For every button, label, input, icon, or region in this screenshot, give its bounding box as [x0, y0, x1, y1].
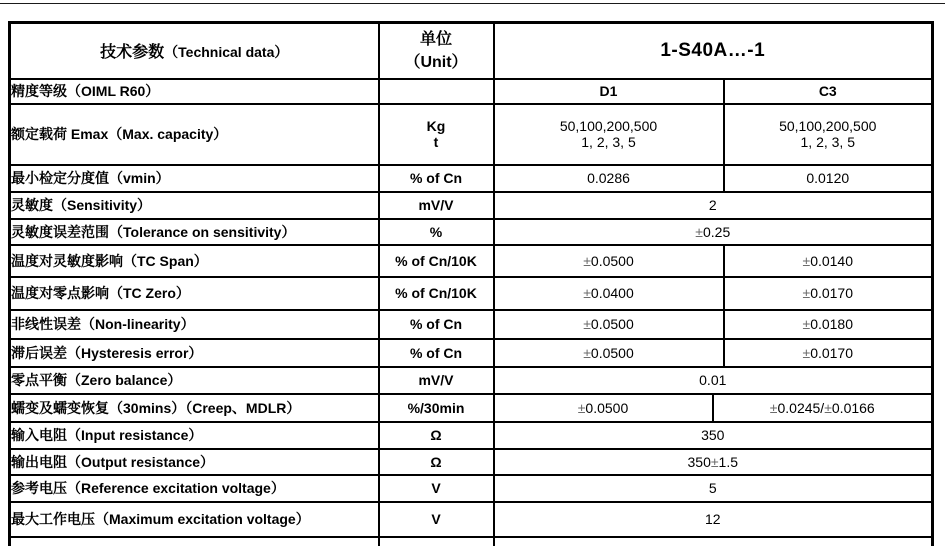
- creep-c3-cell: ±0.0245/±0.0166: [713, 394, 933, 422]
- row-accuracy-class: [10, 79, 933, 104]
- accuracy-d1-cell: D1: [494, 79, 724, 104]
- non-linearity-unit-cell: % of Cn: [379, 310, 494, 339]
- row-clipped-partial: [10, 537, 933, 546]
- tc-zero-d1-cell: ±0.0400: [494, 277, 724, 310]
- row-max-voltage: [10, 502, 933, 537]
- row-tc-span: [10, 245, 933, 277]
- header-unit-cell: [379, 23, 494, 79]
- row-label-input-resistance: 输入电阻（Input resistance）: [10, 422, 379, 449]
- output-resistance-value-cell: 350±1.5: [494, 449, 933, 475]
- vmin-unit-cell: % of Cn: [379, 165, 494, 192]
- creep-d1-cell: ±0.0500: [494, 394, 713, 422]
- zero-balance-unit-cell: mV/V: [379, 367, 494, 394]
- row-tc-zero: [10, 277, 933, 310]
- reference-voltage-unit-cell: V: [379, 475, 494, 502]
- capacity-c3-kg: 50,100,200,500: [779, 118, 877, 134]
- capacity-d1-t: 1, 2, 3, 5: [581, 134, 636, 150]
- capacity-d1-cell: [494, 104, 724, 165]
- max-voltage-unit-cell: V: [379, 502, 494, 537]
- accuracy-unit-cell: [379, 79, 494, 104]
- row-label-max-voltage: 最大工作电压（Maximum excitation voltage）: [10, 502, 379, 537]
- row-label-reference-voltage: 参考电压（Reference excitation voltage）: [10, 475, 379, 502]
- non-linearity-c3-cell: ±0.0180: [724, 310, 933, 339]
- capacity-unit-cell: [379, 104, 494, 165]
- row-label-non-linearity: 非线性误差（Non-linearity）: [10, 310, 379, 339]
- header-unit-line1: 单位: [419, 30, 452, 48]
- tc-span-unit-cell: % of Cn/10K: [379, 245, 494, 277]
- accuracy-c3-cell: C3: [724, 79, 933, 104]
- partial-label-cell: [10, 537, 379, 546]
- header-param-cell: [10, 23, 379, 79]
- row-creep: [10, 394, 933, 422]
- tc-zero-unit-cell: % of Cn/10K: [379, 277, 494, 310]
- tc-zero-c3-cell: ±0.0170: [724, 277, 933, 310]
- capacity-c3-t: 1, 2, 3, 5: [800, 134, 855, 150]
- capacity-c3-cell: [724, 104, 933, 165]
- sensitivity-value-cell: 2: [494, 192, 933, 219]
- header-param-en: （Technical data）: [164, 44, 289, 61]
- row-label-hysteresis: 滞后误差（Hysteresis error）: [10, 339, 379, 367]
- header-row: [10, 23, 933, 79]
- tc-span-d1-cell: ±0.0500: [494, 245, 724, 277]
- header-model-cell: 1-S40A…-1: [494, 23, 933, 79]
- capacity-unit-kg: Kg: [426, 118, 446, 134]
- capacity-d1-kg: 50,100,200,500: [559, 118, 658, 134]
- zero-balance-value-cell: 0.01: [494, 367, 933, 394]
- hysteresis-unit-cell: % of Cn: [379, 339, 494, 367]
- page-top-rule: [0, 3, 945, 4]
- row-hysteresis: [10, 339, 933, 367]
- tolerance-unit-cell: %: [379, 219, 494, 245]
- row-label-tolerance: 灵敏度误差范围（Tolerance on sensitivity）: [10, 219, 379, 245]
- row-non-linearity: [10, 310, 933, 339]
- input-resistance-value-cell: 350: [494, 422, 933, 449]
- partial-unit-cell: [379, 537, 494, 546]
- row-label-max-capacity: 额定载荷 Emax（Max. capacity）: [10, 104, 379, 165]
- row-label-tc-zero: 温度对零点影响（TC Zero）: [10, 277, 379, 310]
- row-label-creep: 蠕变及蠕变恢复（30mins）（Creep、MDLR）: [10, 394, 379, 422]
- max-voltage-value-cell: 12: [494, 502, 933, 537]
- row-output-resistance: [10, 449, 933, 475]
- row-label-accuracy-class: 精度等级（OIML R60）: [10, 79, 379, 104]
- hysteresis-d1-cell: ±0.0500: [494, 339, 724, 367]
- hysteresis-c3-cell: ±0.0170: [724, 339, 933, 367]
- row-vmin: [10, 165, 933, 192]
- row-tolerance: [10, 219, 933, 245]
- row-sensitivity: [10, 192, 933, 219]
- tc-span-c3-cell: ±0.0140: [724, 245, 933, 277]
- partial-value-cell: [494, 537, 933, 546]
- row-label-tc-span: 温度对灵敏度影响（TC Span）: [10, 245, 379, 277]
- input-resistance-unit-cell: Ω: [379, 422, 494, 449]
- row-max-capacity: [10, 104, 933, 165]
- row-label-output-resistance: 输出电阻（Output resistance）: [10, 449, 379, 475]
- row-label-zero-balance: 零点平衡（Zero balance）: [10, 367, 379, 394]
- capacity-unit-t: t: [433, 134, 439, 150]
- tolerance-value-cell: ±0.25: [494, 219, 933, 245]
- row-label-sensitivity: 灵敏度（Sensitivity）: [10, 192, 379, 219]
- header-unit-line2: （Unit）: [404, 53, 468, 71]
- vmin-c3-cell: 0.0120: [724, 165, 933, 192]
- reference-voltage-value-cell: 5: [494, 475, 933, 502]
- row-reference-voltage: [10, 475, 933, 502]
- technical-data-table: [8, 21, 934, 546]
- vmin-d1-cell: 0.0286: [494, 165, 724, 192]
- row-label-vmin: 最小检定分度值（vmin）: [10, 165, 379, 192]
- output-resistance-unit-cell: Ω: [379, 449, 494, 475]
- non-linearity-d1-cell: ±0.0500: [494, 310, 724, 339]
- sensitivity-unit-cell: mV/V: [379, 192, 494, 219]
- row-input-resistance: [10, 422, 933, 449]
- row-zero-balance: [10, 367, 933, 394]
- creep-unit-cell: %/30min: [379, 394, 494, 422]
- header-param-zh: 技术参数: [100, 44, 165, 62]
